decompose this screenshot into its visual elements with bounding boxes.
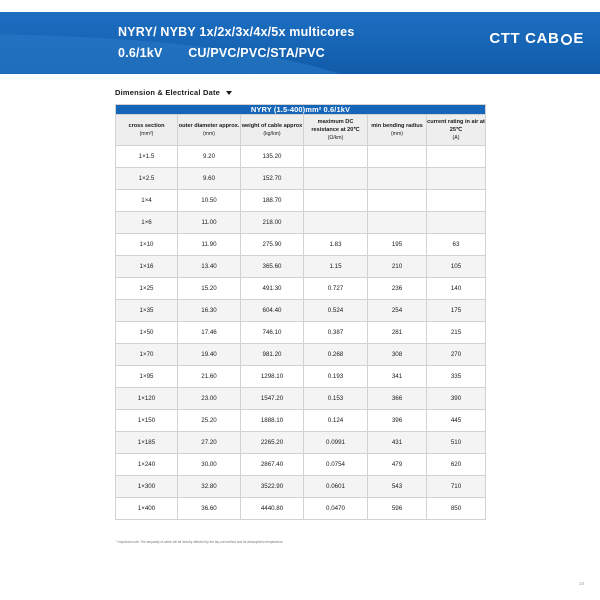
- construction-code: CU/PVC/PVC/STA/PVC: [188, 46, 325, 60]
- column-header-dc-resistance: [304, 115, 368, 146]
- cell-cross-section: 1×25: [116, 278, 178, 300]
- table-row: [116, 388, 486, 410]
- cell-cross-section: 1×185: [116, 432, 178, 454]
- cell-outer-diameter: 13.40: [178, 256, 241, 278]
- cell-cross-section: 1×6: [116, 212, 178, 234]
- cell-cross-section: 1×240: [116, 454, 178, 476]
- cell-dc-resistance: 0.268: [304, 344, 368, 366]
- table-row: [116, 146, 486, 168]
- cell-bending-radius: [368, 190, 427, 212]
- cell-weight: 746.10: [241, 322, 304, 344]
- column-header-unit: (A): [452, 135, 460, 141]
- cell-cross-section: 1×95: [116, 366, 178, 388]
- section-caption-label: Dimension & Electrical Date: [115, 88, 221, 97]
- cell-outer-diameter: 17.46: [178, 322, 241, 344]
- cell-outer-diameter: 16.30: [178, 300, 241, 322]
- cell-cross-section: 1×2.5: [116, 168, 178, 190]
- cell-weight: 604.40: [241, 300, 304, 322]
- column-header-outer-diameter: [178, 115, 241, 146]
- cell-cross-section: 1×120: [116, 388, 178, 410]
- cell-weight: 218.00: [241, 212, 304, 234]
- cell-current-rating: 620: [427, 454, 486, 476]
- brand-logo: [489, 30, 584, 47]
- table-row: [116, 432, 486, 454]
- footnote: * Important note: The ampacity of cable will be directly affected by the lay-out method and its atmospheric temperature.: [116, 540, 284, 544]
- column-header-label: maximum DC resistance at 20℃: [311, 119, 360, 133]
- table-title: NYRY (1.5-400)mm² 0.6/1kV: [116, 105, 486, 115]
- cell-current-rating: 63: [427, 234, 486, 256]
- cell-dc-resistance: 0.524: [304, 300, 368, 322]
- cell-current-rating: 390: [427, 388, 486, 410]
- brand-text-end: E: [573, 30, 584, 47]
- cell-bending-radius: [368, 146, 427, 168]
- cell-weight: 3522.90: [241, 476, 304, 498]
- cell-current-rating: 215: [427, 322, 486, 344]
- cell-bending-radius: 596: [368, 498, 427, 520]
- cell-dc-resistance: [304, 168, 368, 190]
- cell-bending-radius: 195: [368, 234, 427, 256]
- table-row: [116, 410, 486, 432]
- table-row: [116, 234, 486, 256]
- cell-weight: 135.20: [241, 146, 304, 168]
- cell-bending-radius: 396: [368, 410, 427, 432]
- section-caption: [115, 88, 232, 97]
- cell-outer-diameter: 30.00: [178, 454, 241, 476]
- page-title-line1: NYRY/ NYBY 1x/2x/3x/4x/5x multicores: [118, 25, 355, 39]
- cell-bending-radius: 236: [368, 278, 427, 300]
- column-header-weight: [241, 115, 304, 146]
- cell-bending-radius: 341: [368, 366, 427, 388]
- column-header-cross-section: [116, 115, 178, 146]
- cell-outer-diameter: 10.50: [178, 190, 241, 212]
- table-row: [116, 168, 486, 190]
- spec-table-container: [115, 104, 485, 520]
- table-row: [116, 476, 486, 498]
- column-header-label: cross section: [128, 123, 165, 129]
- table-row: [116, 322, 486, 344]
- cell-cross-section: 1×150: [116, 410, 178, 432]
- spec-table: [115, 104, 486, 520]
- voltage-rating: 0.6/1kV: [118, 46, 163, 60]
- cell-bending-radius: 366: [368, 388, 427, 410]
- cell-weight: 2867.40: [241, 454, 304, 476]
- cell-dc-resistance: 0.0601: [304, 476, 368, 498]
- page-title-line2: [118, 43, 418, 64]
- cell-dc-resistance: 0.124: [304, 410, 368, 432]
- table-row: [116, 256, 486, 278]
- page-title: [118, 22, 418, 64]
- cell-cross-section: 1×50: [116, 322, 178, 344]
- brand-text: CTT CAB: [489, 30, 560, 47]
- cell-bending-radius: 254: [368, 300, 427, 322]
- cell-bending-radius: 281: [368, 322, 427, 344]
- cell-cross-section: 1×35: [116, 300, 178, 322]
- table-row: [116, 278, 486, 300]
- cell-cross-section: 1×16: [116, 256, 178, 278]
- cell-outer-diameter: 11.00: [178, 212, 241, 234]
- cell-outer-diameter: 32.80: [178, 476, 241, 498]
- cell-cross-section: 1×1.5: [116, 146, 178, 168]
- table-title-row: [116, 105, 486, 115]
- cell-dc-resistance: 0.193: [304, 366, 368, 388]
- cell-cross-section: 1×10: [116, 234, 178, 256]
- cell-outer-diameter: 21.60: [178, 366, 241, 388]
- cell-current-rating: 105: [427, 256, 486, 278]
- table-header-row: [116, 115, 486, 146]
- cell-current-rating: 445: [427, 410, 486, 432]
- cell-weight: 2265.20: [241, 432, 304, 454]
- cell-dc-resistance: 0.0470: [304, 498, 368, 520]
- cell-outer-diameter: 36.60: [178, 498, 241, 520]
- cell-cross-section: 1×70: [116, 344, 178, 366]
- cell-bending-radius: [368, 212, 427, 234]
- table-row: [116, 454, 486, 476]
- cell-weight: 152.70: [241, 168, 304, 190]
- table-row: [116, 190, 486, 212]
- cell-bending-radius: 543: [368, 476, 427, 498]
- table-row: [116, 498, 486, 520]
- column-header-unit: (mm): [202, 131, 216, 137]
- cell-outer-diameter: 25.20: [178, 410, 241, 432]
- cell-outer-diameter: 19.40: [178, 344, 241, 366]
- cell-weight: 491.30: [241, 278, 304, 300]
- cell-dc-resistance: 0.0991: [304, 432, 368, 454]
- column-header-bending-radius: [368, 115, 427, 146]
- table-row: [116, 212, 486, 234]
- cell-dc-resistance: [304, 212, 368, 234]
- cell-current-rating: 335: [427, 366, 486, 388]
- column-header-current-rating: [427, 115, 486, 146]
- cell-current-rating: 510: [427, 432, 486, 454]
- cell-cross-section: 1×4: [116, 190, 178, 212]
- cell-cross-section: 1×300: [116, 476, 178, 498]
- cell-dc-resistance: 0.0754: [304, 454, 368, 476]
- page-header-banner: [0, 12, 600, 74]
- cell-outer-diameter: 23.00: [178, 388, 241, 410]
- brand-dot-icon: [561, 34, 572, 45]
- cell-bending-radius: 308: [368, 344, 427, 366]
- page-number: 10: [578, 581, 584, 586]
- cell-cross-section: 1×400: [116, 498, 178, 520]
- cell-dc-resistance: [304, 146, 368, 168]
- cell-current-rating: 175: [427, 300, 486, 322]
- cell-current-rating: 710: [427, 476, 486, 498]
- column-header-unit: (kg/km): [263, 131, 281, 137]
- cell-outer-diameter: 9.60: [178, 168, 241, 190]
- column-header-label: min bending radius: [371, 123, 423, 129]
- cell-outer-diameter: 27.20: [178, 432, 241, 454]
- cell-weight: 1298.10: [241, 366, 304, 388]
- cell-weight: 275.90: [241, 234, 304, 256]
- cell-dc-resistance: [304, 190, 368, 212]
- cell-dc-resistance: 0.387: [304, 322, 368, 344]
- chevron-down-icon: [226, 91, 232, 95]
- cell-current-rating: [427, 190, 486, 212]
- cell-weight: 1888.10: [241, 410, 304, 432]
- cell-current-rating: 850: [427, 498, 486, 520]
- cell-weight: 4440.80: [241, 498, 304, 520]
- cell-current-rating: 270: [427, 344, 486, 366]
- column-header-unit: (Ω/km): [327, 135, 344, 141]
- cell-outer-diameter: 11.90: [178, 234, 241, 256]
- column-header-label: weight of cable approx: [241, 123, 303, 129]
- column-header-unit: (mm²): [139, 131, 154, 137]
- column-header-label: current rating in air at 25℃: [427, 119, 485, 133]
- table-row: [116, 300, 486, 322]
- column-header-label: outer diameter approx.: [178, 123, 240, 129]
- cell-bending-radius: 210: [368, 256, 427, 278]
- cell-current-rating: [427, 146, 486, 168]
- cell-weight: 365.60: [241, 256, 304, 278]
- cell-current-rating: [427, 212, 486, 234]
- cell-current-rating: 140: [427, 278, 486, 300]
- cell-dc-resistance: 1.83: [304, 234, 368, 256]
- cell-current-rating: [427, 168, 486, 190]
- cell-outer-diameter: 9.20: [178, 146, 241, 168]
- cell-dc-resistance: 0.727: [304, 278, 368, 300]
- cell-weight: 188.70: [241, 190, 304, 212]
- cell-dc-resistance: 1.15: [304, 256, 368, 278]
- column-header-unit: (mm): [390, 131, 404, 137]
- cell-weight: 981.20: [241, 344, 304, 366]
- table-row: [116, 366, 486, 388]
- cell-weight: 1547.20: [241, 388, 304, 410]
- cell-outer-diameter: 15.20: [178, 278, 241, 300]
- cell-bending-radius: [368, 168, 427, 190]
- cell-dc-resistance: 0.153: [304, 388, 368, 410]
- cell-bending-radius: 431: [368, 432, 427, 454]
- cell-bending-radius: 479: [368, 454, 427, 476]
- table-row: [116, 344, 486, 366]
